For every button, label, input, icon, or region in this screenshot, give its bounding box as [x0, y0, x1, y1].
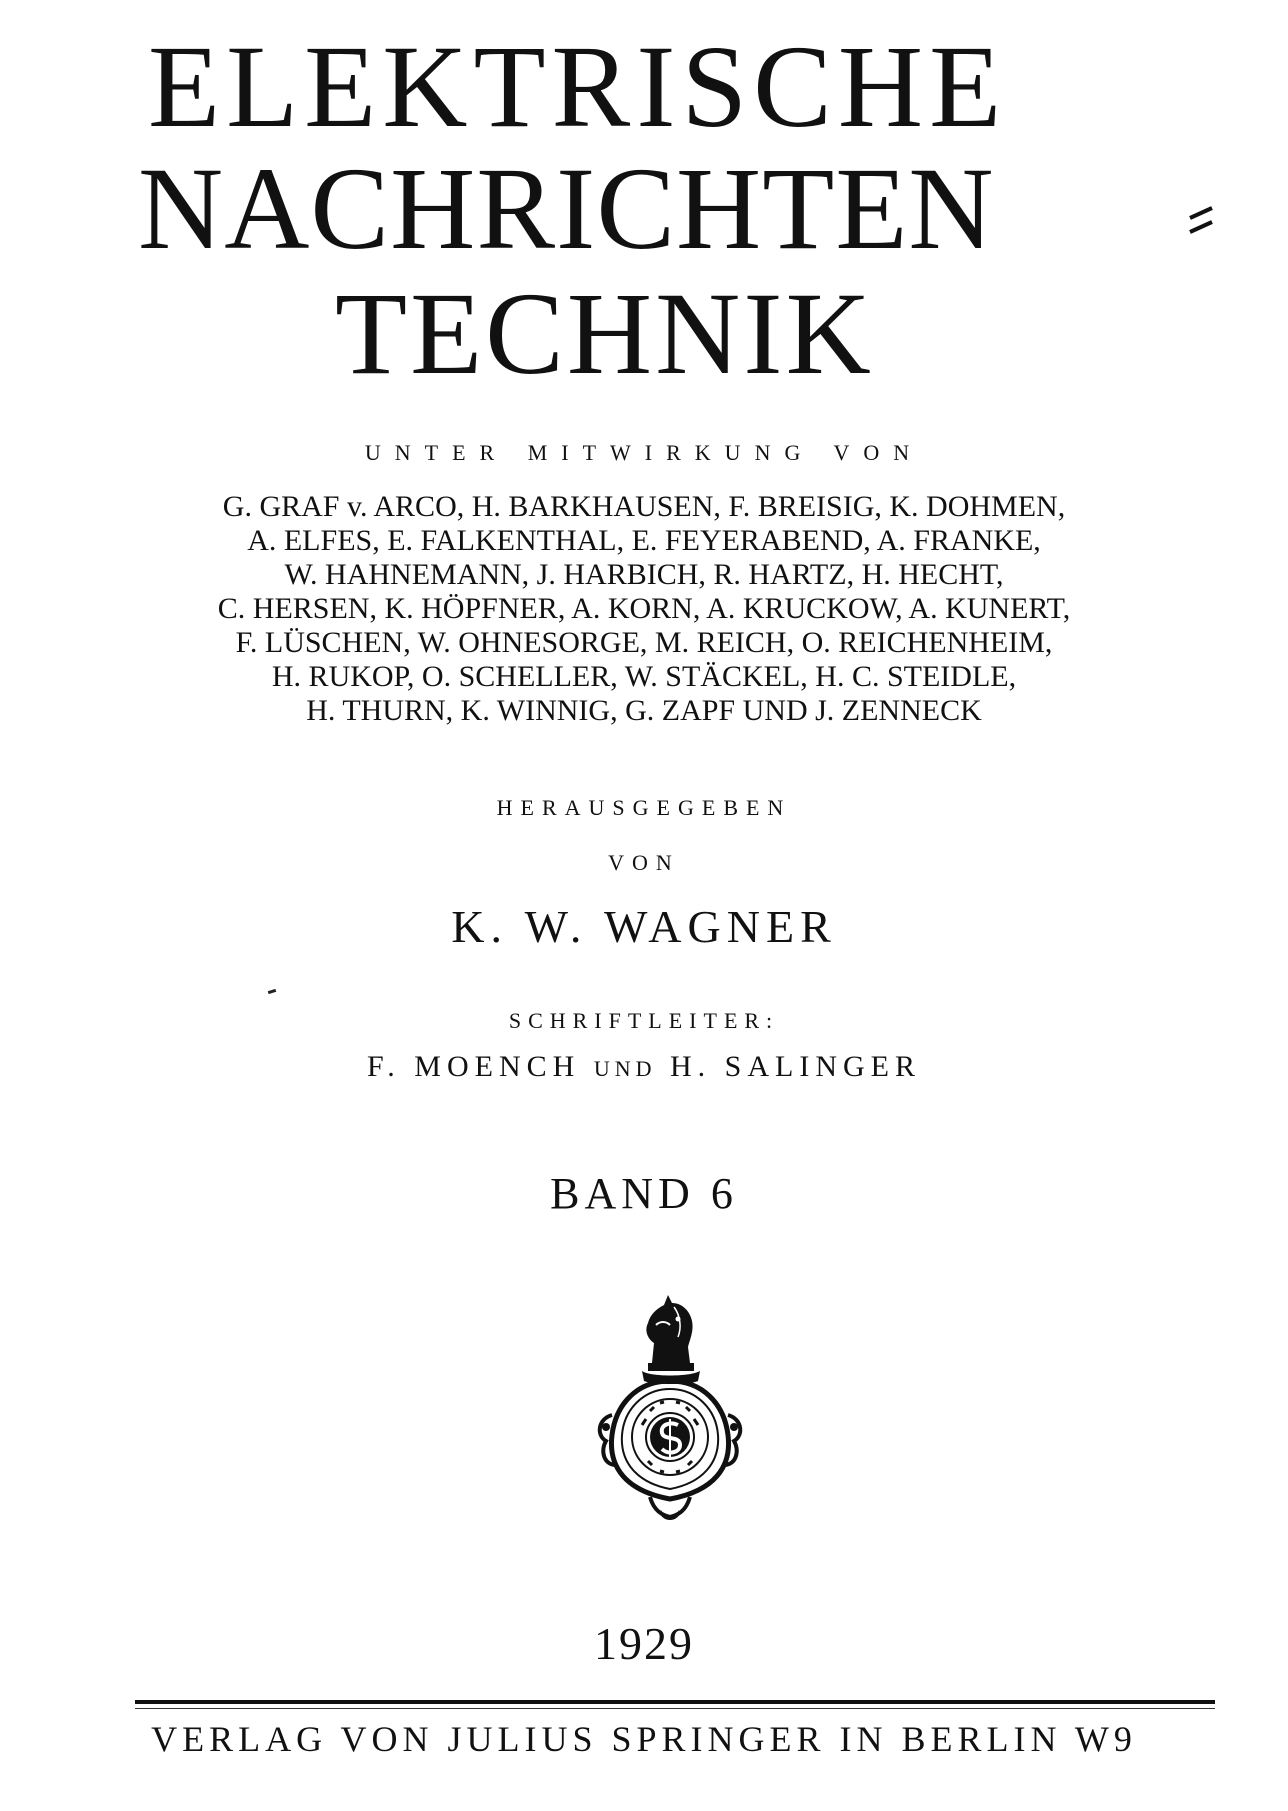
managing-editor-second: H. SALINGER: [669, 1050, 921, 1083]
contributor-list: [0, 490, 1288, 728]
divider-rule-thin: [135, 1708, 1215, 1709]
managing-editors: [0, 1050, 1288, 1084]
contributor-line: H. THURN, K. WINNIG, G. ZAPF UND J. ZENNECK: [306, 694, 982, 727]
contributor-line: A. ELFES, E. FALKENTHAL, E. FEYERABEND, A. FRANKE,: [247, 524, 1041, 557]
contributor-line: G. GRAF v. ARCO, H. BARKHAUSEN, F. BREISIG, K. DOHMEN,: [222, 490, 1066, 523]
volume-label: BAND 6: [550, 1169, 738, 1218]
managing-editors-conjunction: UND: [593, 1056, 657, 1081]
publisher-imprint: VERLAG VON JULIUS SPRINGER IN BERLIN W9: [151, 1719, 1137, 1759]
editor-name: K. W. WAGNER: [451, 901, 837, 952]
publication-year: 1929: [594, 1618, 694, 1669]
collaboration-heading: UNTER MITWIRKUNG VON: [364, 440, 924, 465]
editor-von: VON: [608, 850, 680, 875]
springer-horse-head-emblem-icon: [590, 1285, 750, 1525]
title-line-3: TECHNIK: [335, 268, 874, 399]
title-line-1: ELEKTRISCHE: [148, 21, 1008, 152]
contributor-line: H. RUKOP, O. SCHELLER, W. STÄCKEL, H. C. STEIDLE,: [271, 660, 1017, 693]
title-line-2: NACHRICHTEN: [138, 143, 995, 274]
contributor-line: W. HAHNEMANN, J. HARBICH, R. HARTZ, H. HECHT,: [284, 558, 1004, 591]
print-speck: [268, 989, 277, 994]
managing-editor-heading: SCHRIFTLEITER:: [508, 1008, 780, 1033]
divider-rule: [135, 1700, 1215, 1704]
hyphen-mark-icon: [1188, 202, 1214, 238]
editor-heading: HERAUSGEGEBEN: [496, 795, 792, 820]
managing-editor-first: F. MOENCH: [367, 1050, 581, 1083]
contributor-line: C. HERSEN, K. HÖPFNER, A. KORN, A. KRUCKOW, A. KUNERT,: [217, 592, 1071, 625]
contributor-line: F. LÜSCHEN, W. OHNESORGE, M. REICH, O. REICHENHEIM,: [235, 626, 1053, 659]
